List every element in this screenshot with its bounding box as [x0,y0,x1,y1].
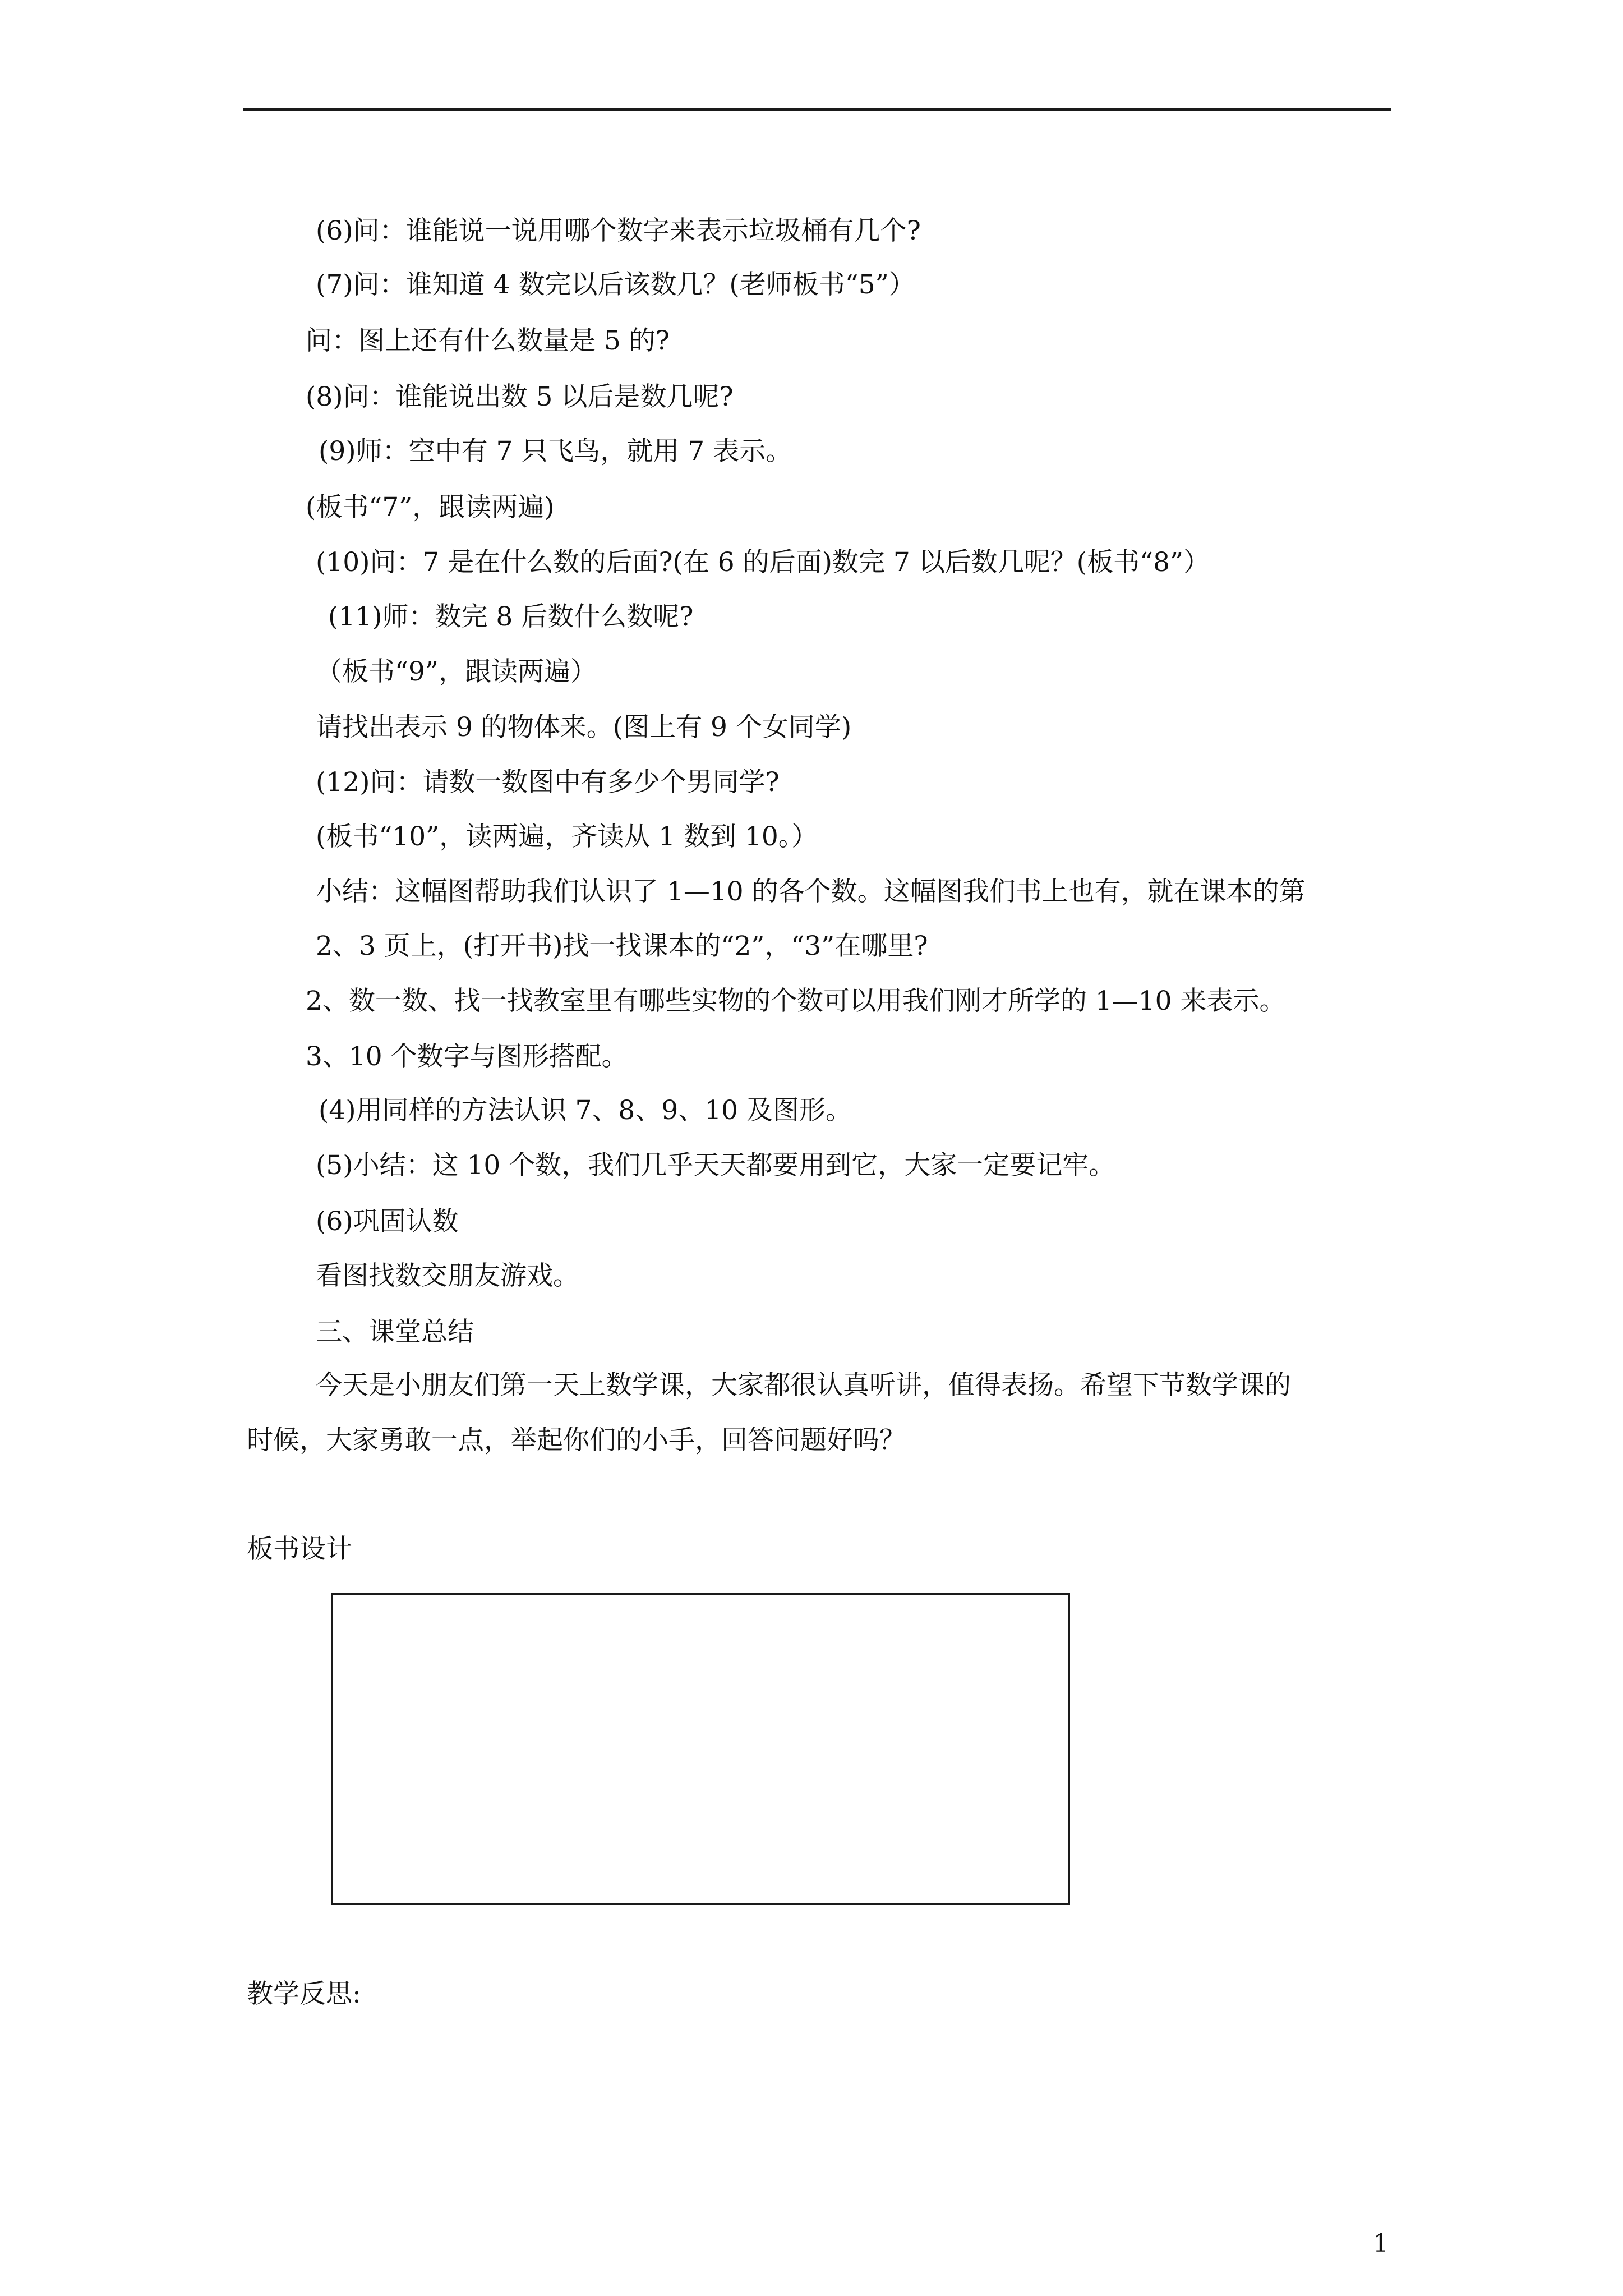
reflection-label: 教学反思: [247,1978,361,2009]
board-design-label: 板书设计 [247,1534,352,1565]
text-line: (6)巩固认数 [316,1206,459,1237]
text-line: (板书“7”，跟读两遍) [306,492,555,523]
text-line: (11)师：数完 8 后数什么数呢? [328,601,694,632]
text-line: 问：图上还有什么数量是 5 的? [306,325,670,356]
text-line: (10)问：7 是在什么数的后面?(在 6 的后面)数完 7 以后数几呢？(板书“8”） [316,547,1210,578]
text-line: 2、数一数、找一找教室里有哪些实物的个数可以用我们刚才所学的 1—10 来表示。 [306,986,1286,1016]
section-heading: 三、课堂总结 [316,1317,474,1347]
text-line: (5)小结：这 10 个数，我们几乎天天都要用到它，大家一定要记牢。 [316,1150,1115,1181]
text-line: (12)问：请数一数图中有多少个男同学? [316,767,780,798]
text-line: 2、3 页上，(打开书)找一找课本的“2”，“3”在哪里? [316,931,928,961]
text-line: 3、10 个数字与图形搭配。 [306,1041,628,1072]
board-design-frame [331,1593,1070,1905]
text-line: 看图找数交朋友游戏。 [316,1260,579,1291]
text-line: 时候，大家勇敢一点，举起你们的小手，回答问题好吗？ [247,1425,906,1456]
text-line: 请找出表示 9 的物体来。(图上有 9 个女同学) [316,712,852,743]
text-line: (4)用同样的方法认识 7、8、9、10 及图形。 [319,1095,852,1126]
text-line: (8)问：谁能说出数 5 以后是数几呢? [306,381,734,412]
text-line: (9)师：空中有 7 只飞鸟，就用 7 表示。 [319,436,792,467]
header-rule [243,108,1391,111]
text-line: (6)问：谁能说一说用哪个数字来表示垃圾桶有几个? [316,215,921,246]
text-line: (板书“10”，读两遍，齐读从 1 数到 10。） [316,821,818,852]
text-line: 小结：这幅图帮助我们认识了 1—10 的各个数。这幅图我们书上也有，就在课本的第 [316,876,1306,907]
text-line: （板书“9”，跟读两遍） [316,656,597,687]
text-line: 今天是小朋友们第一天上数学课，大家都很认真听讲，值得表扬。希望下节数学课的 [316,1370,1291,1401]
page-number: 1 [1373,2229,1389,2258]
text-line: (7)问：谁知道 4 数完以后该数几？(老师板书“5”） [316,269,915,300]
